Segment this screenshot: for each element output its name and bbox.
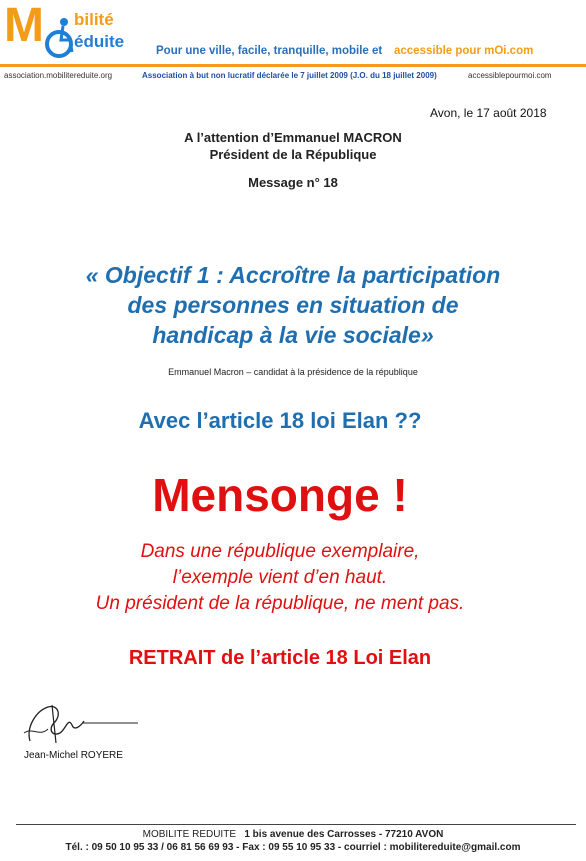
- signature-image: [22, 697, 142, 749]
- footer-contacts: Tél. : 09 50 10 95 33 / 06 81 56 69 93 - Fax : 09 55 10 95 33 - courriel : mobilitereduite@gmail.com: [65, 842, 521, 853]
- moral-statement: [0, 539, 560, 617]
- demand-heading: RETRAIT de l’article 18 Loi Elan: [128, 647, 432, 669]
- signer-name: Jean-Michel ROYERE: [24, 750, 123, 761]
- footer-address-line: [0, 829, 586, 840]
- association-note: Association à but non lucratif déclarée le 7 juillet 2009 (J.O. du 18 juillet 2009): [142, 71, 437, 80]
- footer-address: 1 bis avenue des Carrosses - 77210 AVON: [244, 829, 444, 840]
- tagline-accent: accessible pour mOi.com: [394, 45, 534, 57]
- logo: [4, 2, 154, 64]
- quote-line-1: « Objectif 1 : Accroître la participation: [85, 262, 501, 288]
- wheelchair-icon: [44, 16, 74, 60]
- tagline: Pour une ville, facile, tranquille, mobile et: [156, 45, 383, 57]
- quote-line-2: des personnes en situation de: [127, 292, 459, 318]
- recipient-line-1: A l’attention d’Emmanuel MACRON: [184, 130, 402, 145]
- moral-line-2: l’exemple vient d’en haut.: [172, 567, 388, 588]
- moral-line-1: Dans une république exemplaire,: [140, 541, 420, 562]
- logo-word-reduite: éduite: [74, 32, 125, 51]
- campaign-quote: [20, 260, 566, 350]
- footer-org-name: MOBILITE REDUITE: [142, 829, 236, 840]
- recipient-line-2: Président de la République: [209, 147, 377, 162]
- site-link-association[interactable]: association.mobilitereduite.org: [4, 71, 113, 80]
- letter-date: Avon, le 17 août 2018: [430, 106, 547, 120]
- quote-source: Emmanuel Macron – candidat à la présidence de la république: [168, 367, 418, 377]
- header-divider: [0, 64, 586, 67]
- question-heading: Avec l’article 18 loi Elan ??: [138, 408, 422, 433]
- message-number: Message n° 18: [248, 175, 338, 190]
- moral-line-3: Un président de la république, ne ment pas.: [95, 593, 465, 614]
- logo-initial: M: [4, 0, 42, 52]
- quote-line-3: handicap à la vie sociale»: [152, 322, 434, 348]
- headline: Mensonge !: [152, 469, 408, 521]
- site-link-accessible[interactable]: accessiblepourmoi.com: [468, 71, 552, 80]
- footer-divider: [16, 824, 576, 825]
- logo-word-bilite: bilité: [74, 10, 114, 29]
